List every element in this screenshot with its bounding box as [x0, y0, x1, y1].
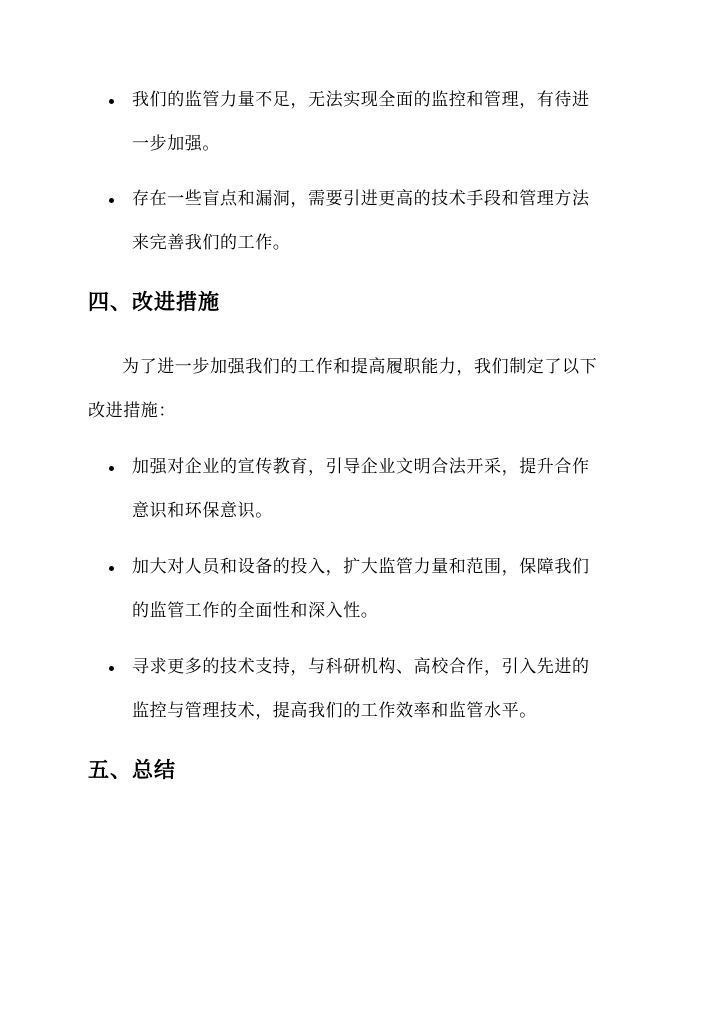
- list-item-line-2: 一步加强。: [132, 134, 220, 154]
- section-heading: 四、改进措施: [88, 289, 220, 314]
- intro-paragraph-line-2: 改进措施：: [88, 401, 176, 421]
- bullet-icon: [109, 99, 114, 104]
- intro-paragraph-line-1: 为了进一步加强我们的工作和提高履职能力，我们制定了以下: [122, 357, 598, 377]
- list-item-line-1: 加大对人员和设备的投入，扩大监管力量和范围，保障我们: [132, 557, 590, 577]
- list-item-line-2: 的监管工作的全面性和深入性。: [132, 601, 379, 621]
- list-item-line-2: 来完善我们的工作。: [132, 233, 291, 253]
- list-item-line-1: 加强对企业的宣传教育，引导企业文明合法开采，提升合作: [132, 457, 590, 477]
- bullet-icon: [109, 198, 114, 203]
- list-item-line-2: 监控与管理技术，提高我们的工作效率和监管水平。: [132, 701, 537, 721]
- list-item-line-2: 意识和环保意识。: [132, 501, 273, 521]
- section-heading: 五、总结: [88, 757, 176, 782]
- bullet-icon: [109, 466, 114, 471]
- list-item-line-1: 寻求更多的技术支持，与科研机构、高校合作，引入先进的: [132, 657, 590, 677]
- bullet-icon: [109, 566, 114, 571]
- bullet-icon: [109, 666, 114, 671]
- list-item-line-1: 我们的监管力量不足，无法实现全面的监控和管理，有待进: [132, 90, 590, 110]
- list-item-line-1: 存在一些盲点和漏洞，需要引进更高的技术手段和管理方法: [132, 189, 590, 209]
